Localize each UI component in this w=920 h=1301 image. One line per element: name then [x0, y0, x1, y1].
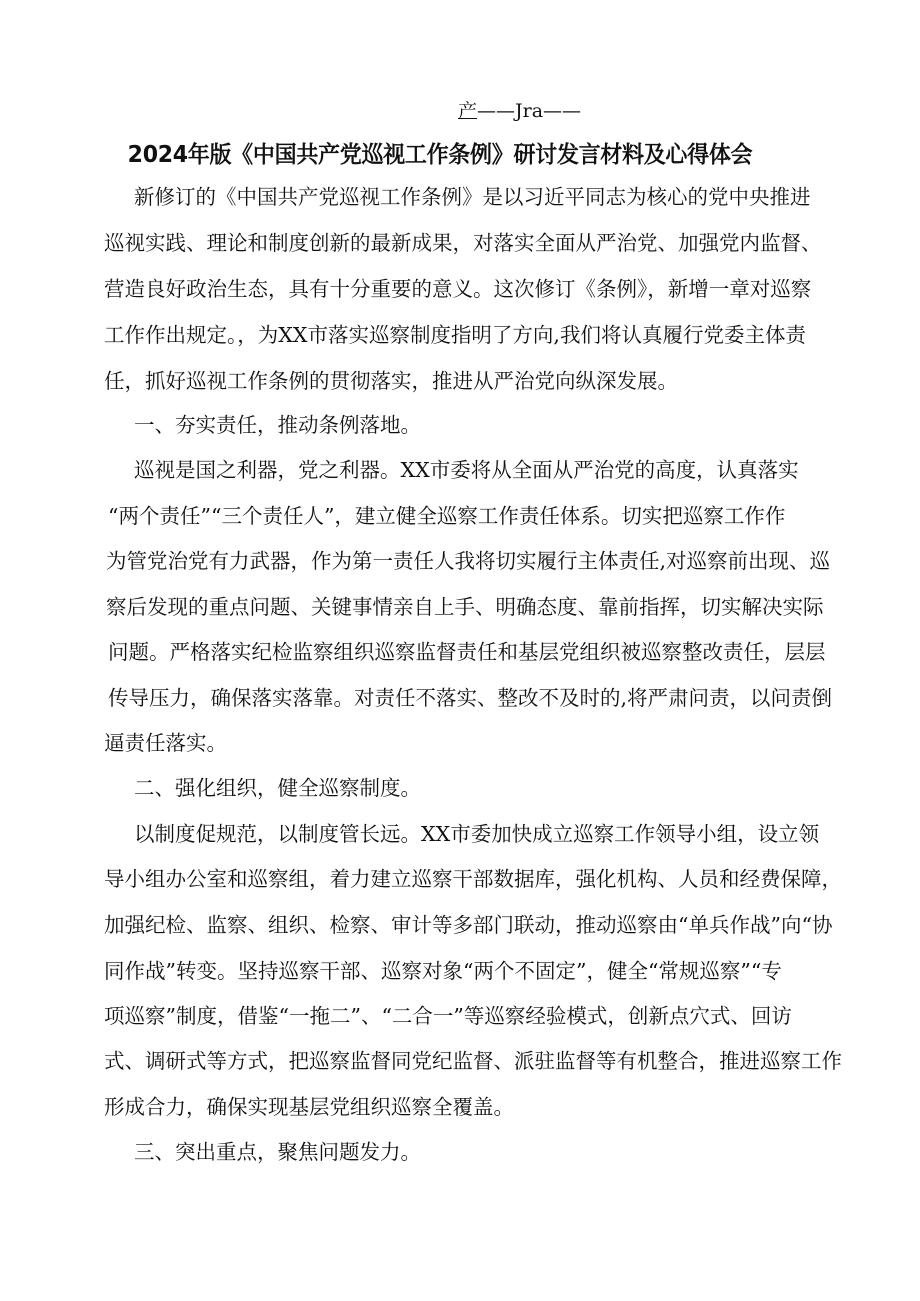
header-mark-underlined: 产	[458, 100, 478, 122]
paragraph-line: 逼责任落实。	[104, 731, 227, 755]
paragraph-line: 巡视是国之利器，党之利器。XX市委将从全面从严治党的高度，认真落实	[134, 458, 799, 482]
paragraph-line: 式、调研式等方式，把巡察监督同党纪监督、派驻监督等有机整合，推进巡察工作	[104, 1049, 842, 1073]
paragraph-line: 形成合力，确保实现基层党组织巡察全覆盖。	[104, 1095, 514, 1119]
paragraph-line: 同作战”转变。坚持巡察干部、巡察对象“两个不固定”，健全“常规巡察”“专	[104, 959, 782, 983]
paragraph-line: 为管党治党有力武器，作为第一责任人我将切实履行主体责任,对巡察前出现、巡	[106, 549, 831, 573]
paragraph-line: 导小组办公室和巡察组，着力建立巡察干部数据库，强化机构、人员和经费保障，	[104, 867, 842, 891]
paragraph-line: 问题。严格落实纪检监察组织巡察监督责任和基层党组织被巡察整改责任，层层	[108, 640, 826, 664]
paragraph-line: 新修订的《中国共产党巡视工作条例》是以习近平同志为核心的党中央推进	[134, 185, 811, 209]
paragraph-line: 加强纪检、监察、组织、检察、审计等多部门联动，推动巡察由“单兵作战”向“协	[104, 913, 833, 937]
section-heading: 二、强化组织，健全巡察制度。	[134, 776, 421, 800]
paragraph-line: 工作作出规定。，为XX市落实巡察制度指明了方向,我们将认真履行党委主体责	[104, 323, 806, 347]
document-title: 2024年版《中国共产党巡视工作条例》研讨发言材料及心得体会	[127, 142, 753, 168]
paragraph-line: “两个责任”“三个责任人”，建立健全巡察工作责任体系。切实把巡察工作作	[108, 504, 786, 528]
paragraph-line: 巡视实践、理论和制度创新的最新成果，对落实全面从严治党、加强党内监督、	[104, 231, 822, 255]
paragraph-line: 传导压力，确保落实落靠。对责任不落实、整改不及时的,将严肃问责，以问责倒	[108, 686, 833, 710]
section-heading: 三、突出重点，聚焦问题发力。	[134, 1140, 421, 1164]
paragraph-line: 项巡察”制度，借鉴“一拖二”、“二合一”等巡察经验模式，创新点穴式、回访	[104, 1004, 792, 1028]
header-mark-rest: ——Jra——	[477, 100, 582, 122]
paragraph-line: 营造良好政治生态，具有十分重要的意义。这次修订《条例》，新增一章对巡察	[104, 277, 812, 301]
header-mark	[458, 96, 581, 123]
section-heading: 一、夯实责任，推动条例落地。	[134, 413, 421, 437]
paragraph-line: 以制度促规范，以制度管长远。XX市委加快成立巡察工作领导小组，设立领	[134, 822, 820, 846]
paragraph-line: 任，抓好巡视工作条例的贯彻落实，推进从严治党向纵深发展。	[104, 369, 678, 393]
paragraph-line: 察后发现的重点问题、关键事情亲自上手、明确态度、靠前指挥，切实解决实际	[106, 595, 824, 619]
